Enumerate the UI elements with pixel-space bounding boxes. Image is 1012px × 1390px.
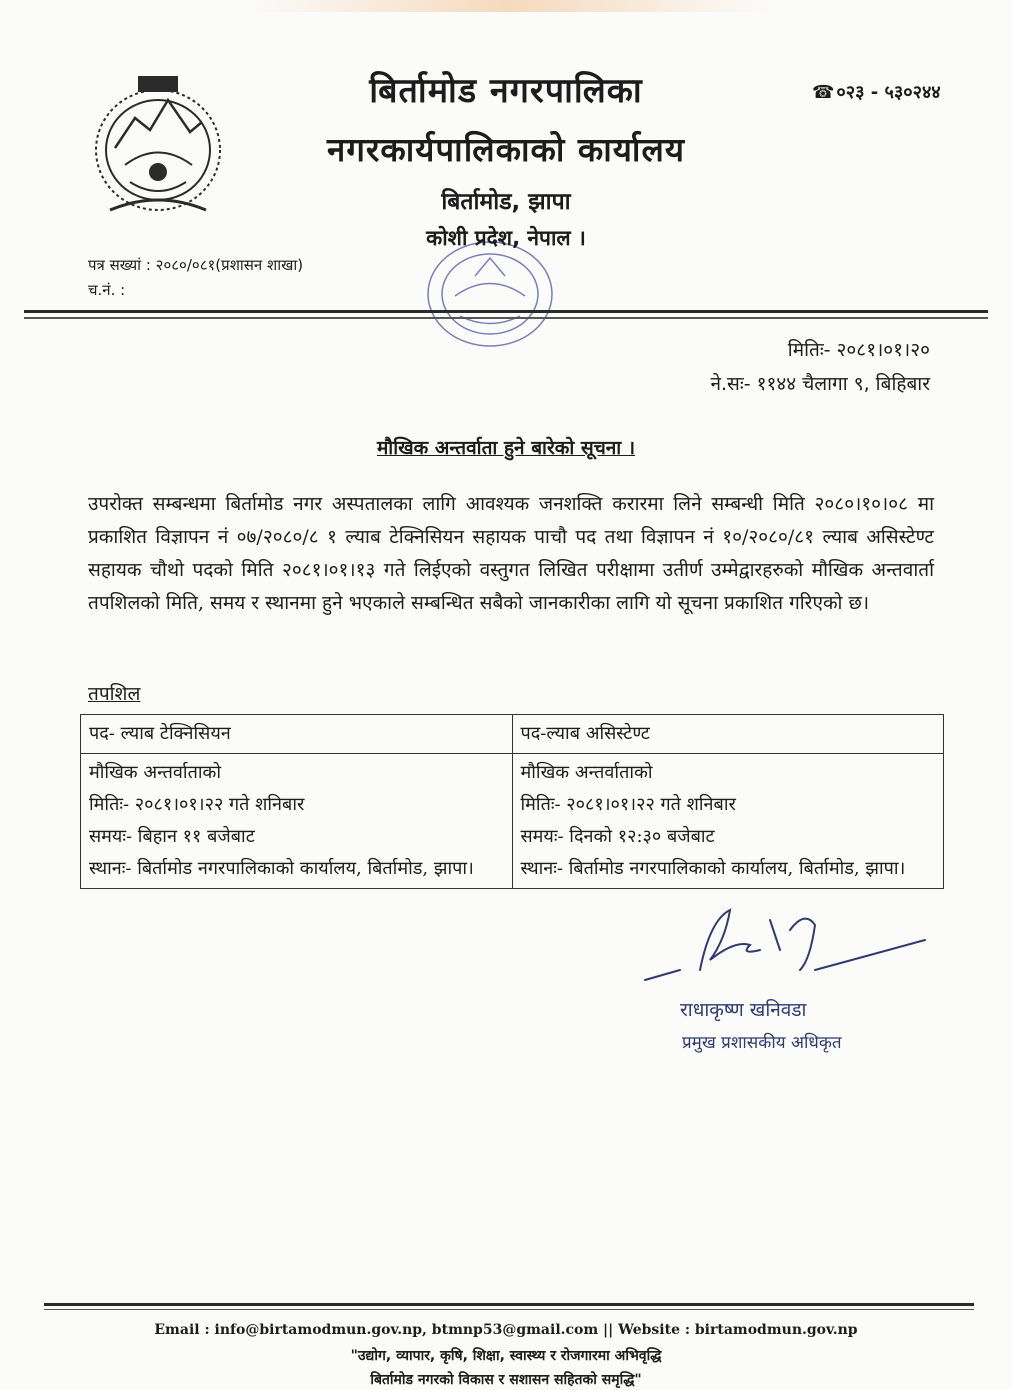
- phone-number: [812, 80, 941, 104]
- footer-divider-thin: [44, 1309, 974, 1310]
- phone-value: ०२३ - ५३०२४४: [836, 82, 941, 103]
- signatory-title: प्रमुख प्रशासकीय अधिकृत: [682, 1033, 842, 1053]
- handwritten-signature: [640, 900, 940, 1000]
- nepal-sambat-date: ने.सः- ११४४ चैलागा ९, बिहिबार: [710, 373, 930, 395]
- notice-subject-text: मौखिक अन्तर्वाता हुने बारेको सूचना ।: [376, 437, 636, 459]
- office-name: नगरकार्यपालिकाको कार्यालय: [327, 130, 685, 169]
- signatory-name: राधाकृष्ण खनिवडा: [680, 999, 807, 1021]
- office-stamp-icon: [415, 236, 565, 356]
- footer-divider: [44, 1303, 974, 1306]
- post-label: पद-ल्याब असिस्टेण्ट: [520, 723, 650, 744]
- footer-slogan-line-2: बिर्तामोड नगरको विकास र सशासन सहितको समृद्धि": [370, 1372, 642, 1388]
- interview-date: मितिः- २०८१।०१।२२ गते शनिबार: [89, 794, 305, 815]
- interview-time: समयः- दिनको १२:३० बजेबाट: [520, 826, 715, 847]
- dispatch-number: च.नं. :: [88, 281, 126, 299]
- letter-number: पत्र सख्यां : २०८०/०८१(प्रशासन शाखा): [88, 256, 304, 274]
- header-divider-thin: [24, 317, 988, 319]
- interview-schedule-table: [80, 714, 944, 889]
- table-row: [81, 754, 944, 889]
- post-cell-lab-assistant: [512, 715, 944, 754]
- province-name: कोशी प्रदेश, नेपाल ।: [426, 226, 586, 250]
- interview-place: स्थानः- बिर्तामोड नगरपालिकाको कार्यालय, बिर्तामोड, झापा।: [89, 858, 474, 879]
- interview-time: समयः- बिहान ११ बजेबाट: [89, 826, 255, 847]
- telephone-icon: ☎: [812, 82, 835, 103]
- notice-subject: [0, 434, 1012, 460]
- notice-body: उपरोक्त सम्बन्धमा बिर्तामोड नगर अस्पतालका लागि आवश्यक जनशक्ति करारमा लिने सम्बन्धी मिति २०८०।१०।०८ मा प्रकाशित विज्ञापन नं ०७/२०८०/८ १ ल्याब टेक्निसियन सहायक पाचौ पद तथा विज्ञापन नं १०/२०८०/८१ ल्याब असिस्टेण्ट सहायक चौथो पदको मिति २०८१।०१।१३ गते लिईएको वस्तुगत लिखित परीक्षामा उतीर्ण उम्मेद्वारहरुको मौखिक अन्तवार्ता तपशिलको मिति, समय र स्थानमा हुने भएकाले सम्बन्धित सबैको जानकारीका लागि यो सूचना प्रकाशित गरिएको छ।: [88, 493, 934, 614]
- table-row: [81, 715, 944, 754]
- details-cell-lab-assistant: [512, 754, 944, 889]
- post-cell-lab-technician: [81, 715, 513, 754]
- office-location: बिर्तामोड, झापा: [441, 189, 571, 215]
- footer-slogan-line-1: "उद्योग, व्यापार, कृषि, शिक्षा, स्वास्थ्य र रोजगारमा अभिवृद्धि: [350, 1348, 662, 1364]
- scan-edge-tint: [250, 0, 770, 12]
- footer-contact: Email : info@birtamodmun.gov.np, btmnp53@gmail.com || Website : birtamodmun.gov.np: [154, 1322, 858, 1338]
- schedule-heading: तपशिल: [88, 683, 141, 705]
- letter-date: मितिः- २०८१।०१।२०: [787, 339, 930, 361]
- post-label: पद- ल्याब टेक्निसियन: [89, 723, 231, 744]
- details-cell-lab-technician: [81, 754, 513, 889]
- header-divider: [24, 310, 988, 313]
- interview-date: मितिः- २०८१।०१।२२ गते शनिबार: [520, 794, 736, 815]
- interview-place: स्थानः- बिर्तामोड नगरपालिकाको कार्यालय, बिर्तामोड, झापा।: [520, 858, 906, 879]
- municipality-name: बिर्तामोड नगरपालिका: [369, 71, 643, 111]
- interview-label: मौखिक अन्तर्वाताको: [89, 762, 221, 783]
- interview-label: मौखिक अन्तर्वाताको: [520, 762, 653, 783]
